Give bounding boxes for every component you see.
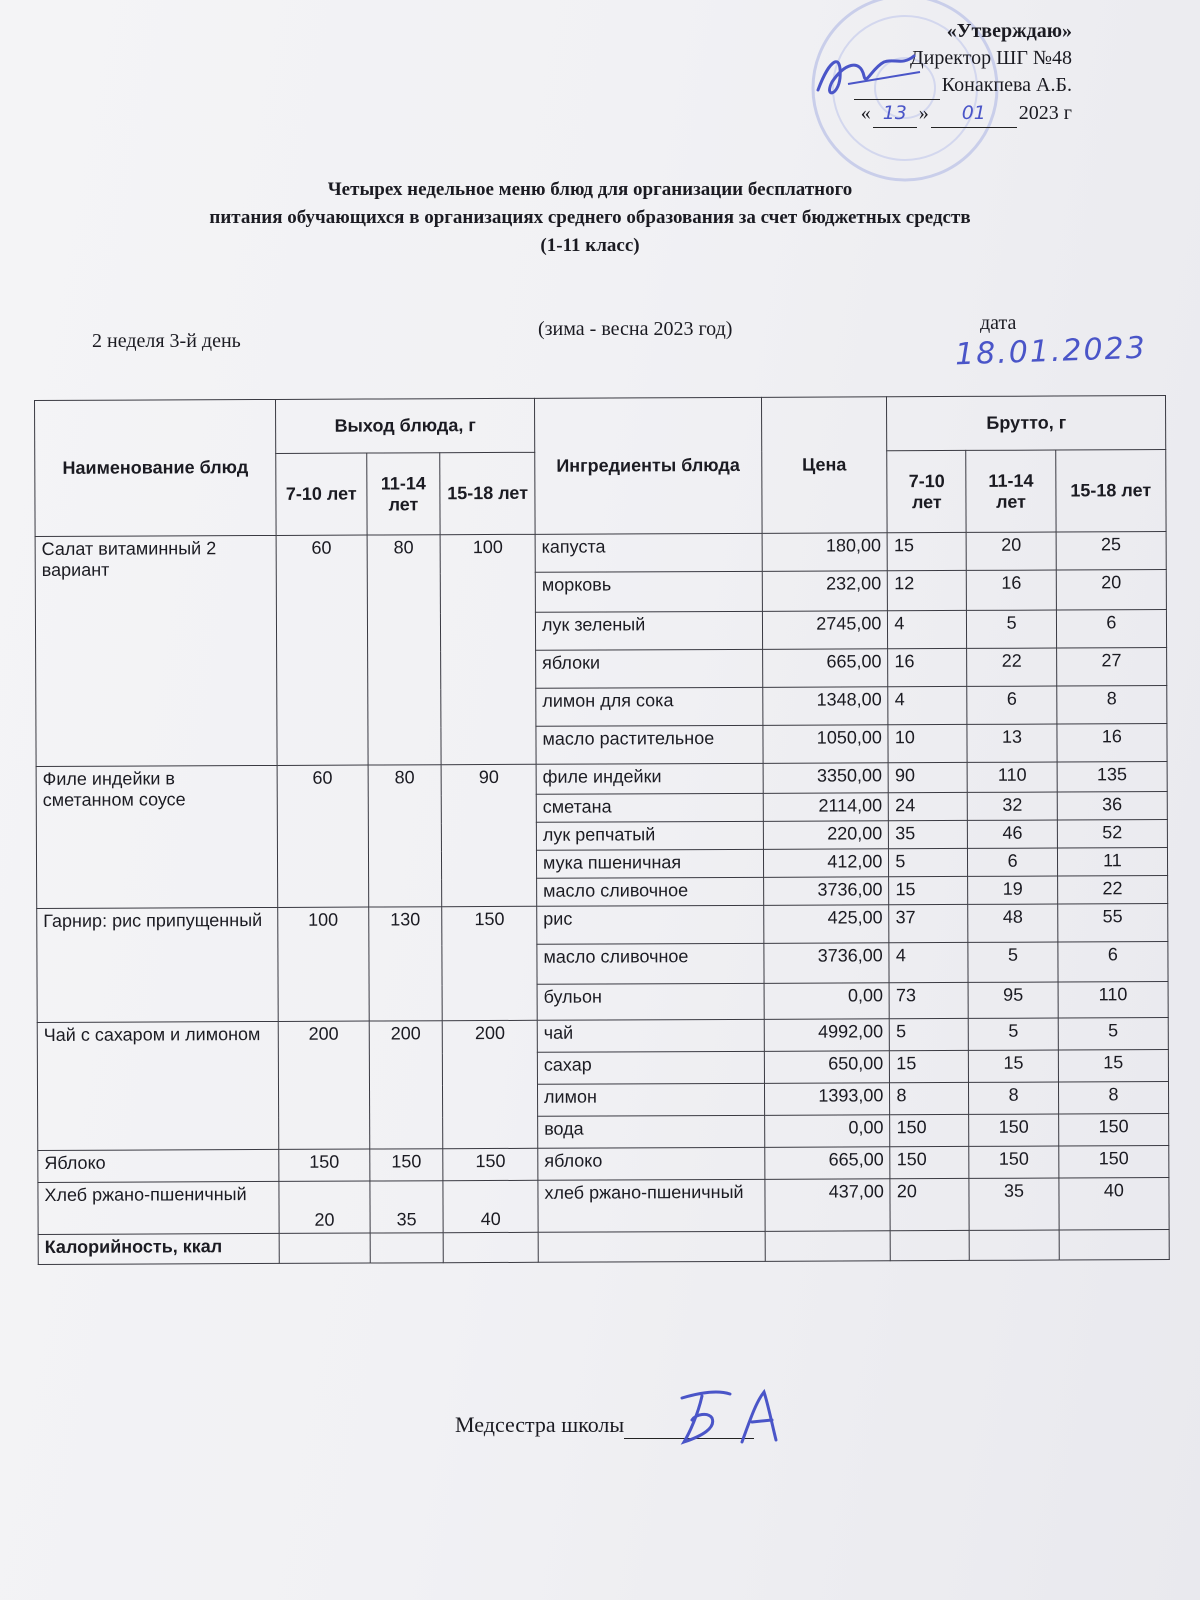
director-signature	[810, 38, 930, 108]
ingredient-gross: 150	[890, 1114, 969, 1146]
ingredient-name: филе индейки	[536, 763, 763, 794]
ingredient-gross: 12	[888, 570, 967, 610]
ingredient-name: мука пшеничная	[536, 849, 763, 878]
ingredient-name: лук репчатый	[536, 821, 763, 850]
ingredient-gross: 8	[1058, 1082, 1168, 1114]
ingredient-gross: 6	[967, 686, 1057, 724]
ingredient-gross: 5	[968, 942, 1058, 982]
approval-day: 13	[873, 100, 917, 128]
ingredient-gross: 5	[969, 1018, 1059, 1050]
ingredient-name: хлеб ржано-пшеничный	[538, 1179, 765, 1232]
ingredient-gross: 4	[888, 686, 967, 724]
ingredient-name: капуста	[535, 533, 762, 572]
calorie-cell	[370, 1233, 444, 1263]
table-row	[36, 762, 1167, 797]
ingredient-gross: 15	[889, 876, 968, 904]
dish-name: Хлеб ржано-пшеничный	[38, 1181, 279, 1234]
ingredient-gross: 16	[1057, 724, 1167, 762]
ingredient-price: 665,00	[762, 649, 888, 688]
director-name: Конакпева А.Б.	[941, 74, 1072, 96]
ingredient-gross: 11	[1057, 848, 1167, 876]
ingredient-price: 180,00	[762, 533, 888, 572]
ingredient-gross: 8	[1057, 686, 1167, 724]
ingredient-gross: 46	[968, 820, 1058, 848]
ingredient-gross: 24	[889, 792, 968, 820]
ingredient-name: морковь	[535, 571, 762, 612]
menu-table	[34, 395, 1170, 1265]
ingredient-price: 437,00	[765, 1179, 891, 1232]
ingredient-gross: 15	[890, 1050, 969, 1082]
table-row	[37, 904, 1168, 947]
ingredient-name: масло сливочное	[537, 877, 764, 906]
header-gross-7-10: 7-10 лет	[887, 450, 966, 532]
ingredient-gross: 15	[969, 1050, 1059, 1082]
ingredient-gross: 6	[968, 848, 1058, 876]
ingredient-price: 3736,00	[763, 943, 889, 984]
ingredient-gross: 73	[889, 982, 968, 1018]
ingredient-gross: 15	[1058, 1050, 1168, 1082]
ingredient-gross: 20	[890, 1178, 969, 1230]
ingredient-price: 3736,00	[763, 877, 889, 906]
dish-yield: 35	[370, 1181, 444, 1233]
nurse-label: Медсестра школы	[455, 1412, 625, 1437]
ingredient-gross: 90	[888, 762, 967, 792]
header-dish-name: Наименование блюд	[35, 399, 277, 536]
calorie-cell	[891, 1230, 970, 1260]
ingredient-price: 3350,00	[763, 763, 889, 794]
ingredient-gross: 5	[889, 848, 968, 876]
ingredient-gross: 40	[1059, 1178, 1169, 1230]
calorie-row	[38, 1230, 1169, 1265]
header-output: Выход блюда, г	[276, 398, 535, 453]
ingredient-name: рис	[537, 905, 764, 944]
dish-yield: 150	[443, 1148, 538, 1180]
ingredient-gross: 135	[1057, 762, 1167, 792]
ingredient-price: 1050,00	[763, 725, 889, 764]
header-yield-15-18: 15-18 лет	[440, 452, 535, 534]
ingredient-gross: 110	[1058, 982, 1168, 1018]
ingredient-name: чай	[537, 1019, 764, 1052]
header-yield-7-10: 7-10 лет	[276, 453, 367, 535]
ingredient-price: 2745,00	[762, 611, 888, 650]
ingredient-gross: 19	[968, 876, 1058, 904]
ingredient-gross: 13	[967, 724, 1057, 762]
ingredient-gross: 32	[968, 792, 1058, 820]
ingredient-gross: 8	[890, 1082, 969, 1114]
ingredient-price: 2114,00	[763, 793, 889, 822]
title-line-3: (1-11 класс)	[540, 235, 640, 256]
ingredient-name: яблоко	[538, 1147, 765, 1180]
ingredient-gross: 95	[968, 982, 1058, 1018]
document-title	[110, 176, 1070, 260]
ingredient-gross: 37	[889, 904, 968, 942]
calorie-cell	[279, 1233, 370, 1263]
ingredient-gross: 20	[966, 532, 1056, 570]
ingredient-gross: 4	[888, 610, 967, 648]
ingredient-price: 1393,00	[764, 1083, 890, 1116]
ingredient-gross: 48	[968, 904, 1058, 942]
calorie-cell	[444, 1232, 539, 1262]
ingredient-gross: 150	[890, 1146, 969, 1178]
ingredient-name: масло сливочное	[537, 943, 764, 984]
table-row	[38, 1178, 1169, 1235]
approval-month: 01	[931, 100, 1017, 128]
ingredient-name: яблоки	[536, 649, 763, 688]
ingredient-price: 425,00	[763, 905, 889, 944]
ingredient-name: лук зеленый	[535, 611, 762, 650]
dish-yield: 150	[279, 1149, 370, 1181]
approval-year: 2023 г	[1018, 102, 1072, 124]
ingredient-name: бульон	[537, 983, 764, 1020]
calorie-cell	[1059, 1230, 1169, 1260]
ingredient-gross: 10	[888, 724, 967, 762]
ingredient-gross: 5	[1058, 1018, 1168, 1050]
ingredient-gross: 55	[1057, 904, 1167, 942]
ingredient-gross: 150	[1058, 1114, 1168, 1146]
calorie-cell	[765, 1231, 891, 1262]
calorie-label: Калорийность, ккал	[38, 1233, 279, 1264]
dish-yield: 200	[443, 1020, 538, 1148]
ingredient-price: 1348,00	[762, 687, 888, 726]
ingredient-name: сметана	[536, 793, 763, 822]
dish-name: Салат витаминный 2 вариант	[35, 535, 277, 766]
date-close-quote: »	[918, 102, 929, 124]
ingredient-name: сахар	[537, 1051, 764, 1084]
ingredient-gross: 110	[967, 762, 1057, 792]
ingredient-price: 4992,00	[764, 1019, 890, 1052]
ingredient-gross: 20	[1056, 570, 1166, 610]
dish-yield: 100	[440, 534, 536, 764]
ingredient-gross: 27	[1056, 648, 1166, 686]
dish-name: Яблоко	[38, 1149, 279, 1182]
ingredient-price: 220,00	[763, 821, 889, 850]
ingredient-name: масло растительное	[536, 725, 763, 764]
ingredient-price: 0,00	[764, 983, 890, 1020]
dish-yield: 90	[441, 764, 536, 906]
ingredient-gross: 15	[887, 532, 966, 570]
calorie-cell	[538, 1231, 765, 1262]
header-gross-11-14: 11-14 лет	[966, 450, 1056, 532]
season-label: (зима - весна 2023 год)	[538, 318, 733, 340]
dish-yield: 20	[279, 1181, 370, 1233]
nurse-signature	[672, 1384, 792, 1448]
ingredient-name: вода	[538, 1115, 765, 1148]
dish-yield: 150	[369, 1149, 443, 1181]
ingredient-gross: 150	[969, 1146, 1059, 1178]
table-row	[38, 1146, 1169, 1183]
calorie-cell	[970, 1230, 1060, 1260]
ingredient-price: 650,00	[764, 1051, 890, 1084]
ingredient-gross: 16	[967, 570, 1057, 610]
ingredient-gross: 36	[1057, 792, 1167, 820]
header-price: Цена	[761, 397, 887, 534]
ingredient-gross: 52	[1057, 820, 1167, 848]
ingredient-price: 0,00	[764, 1115, 890, 1148]
ingredient-price: 412,00	[763, 849, 889, 878]
dish-yield: 60	[276, 535, 367, 765]
header-gross: Брутто, г	[887, 396, 1166, 451]
title-line-1: Четырех недельное меню блюд для организации бесплатного	[327, 179, 853, 200]
ingredient-gross: 22	[967, 648, 1057, 686]
table-row	[35, 532, 1166, 575]
director-position: Директор ШГ №48	[910, 47, 1072, 69]
ingredient-gross: 6	[1056, 610, 1166, 648]
ingredient-price: 232,00	[762, 571, 888, 612]
ingredient-price: 665,00	[764, 1147, 890, 1180]
dish-yield: 200	[369, 1021, 443, 1149]
ingredient-gross: 5	[967, 610, 1057, 648]
ingredient-gross: 8	[969, 1082, 1059, 1114]
header-yield-11-14: 11-14 лет	[366, 453, 440, 535]
dish-name: Чай с сахаром и лимоном	[37, 1021, 279, 1150]
ingredient-name: лимон для сока	[536, 687, 763, 726]
header-ingredients: Ингредиенты блюда	[534, 397, 761, 534]
header-gross-15-18: 15-18 лет	[1055, 450, 1166, 532]
ingredient-name: лимон	[537, 1083, 764, 1116]
handwritten-date: 18.01.2023	[954, 330, 1148, 373]
ingredient-gross: 150	[1059, 1146, 1169, 1178]
dish-yield: 80	[368, 765, 442, 907]
ingredient-gross: 150	[969, 1114, 1059, 1146]
ingredient-gross: 25	[1056, 532, 1166, 570]
ingredient-gross: 16	[888, 648, 967, 686]
dish-yield: 80	[367, 535, 442, 765]
ingredient-gross: 6	[1058, 942, 1168, 982]
date-label: дата	[980, 312, 1017, 334]
title-line-2: питания обучающихся в организациях среднего образования за счет бюджетных средств	[209, 207, 971, 228]
dish-name: Гарнир: рис припущенный	[37, 907, 279, 1022]
dish-name: Филе индейки в сметанном соусе	[36, 765, 278, 908]
dish-yield: 40	[443, 1180, 538, 1232]
ingredient-gross: 22	[1057, 876, 1167, 904]
dish-yield: 150	[442, 906, 537, 1020]
dish-yield: 100	[278, 907, 369, 1021]
ingredient-gross: 4	[889, 942, 968, 982]
ingredient-gross: 5	[890, 1018, 969, 1050]
dish-yield: 200	[278, 1021, 369, 1149]
dish-yield: 130	[368, 907, 442, 1021]
ingredient-gross: 35	[969, 1178, 1059, 1230]
date-open-quote: «	[860, 102, 871, 124]
week-day-label: 2 неделя 3-й день	[92, 330, 241, 352]
dish-yield: 60	[277, 765, 368, 907]
table-row	[37, 1018, 1168, 1055]
approval-heading: «Утверждаю»	[946, 20, 1072, 42]
ingredient-gross: 35	[889, 820, 968, 848]
